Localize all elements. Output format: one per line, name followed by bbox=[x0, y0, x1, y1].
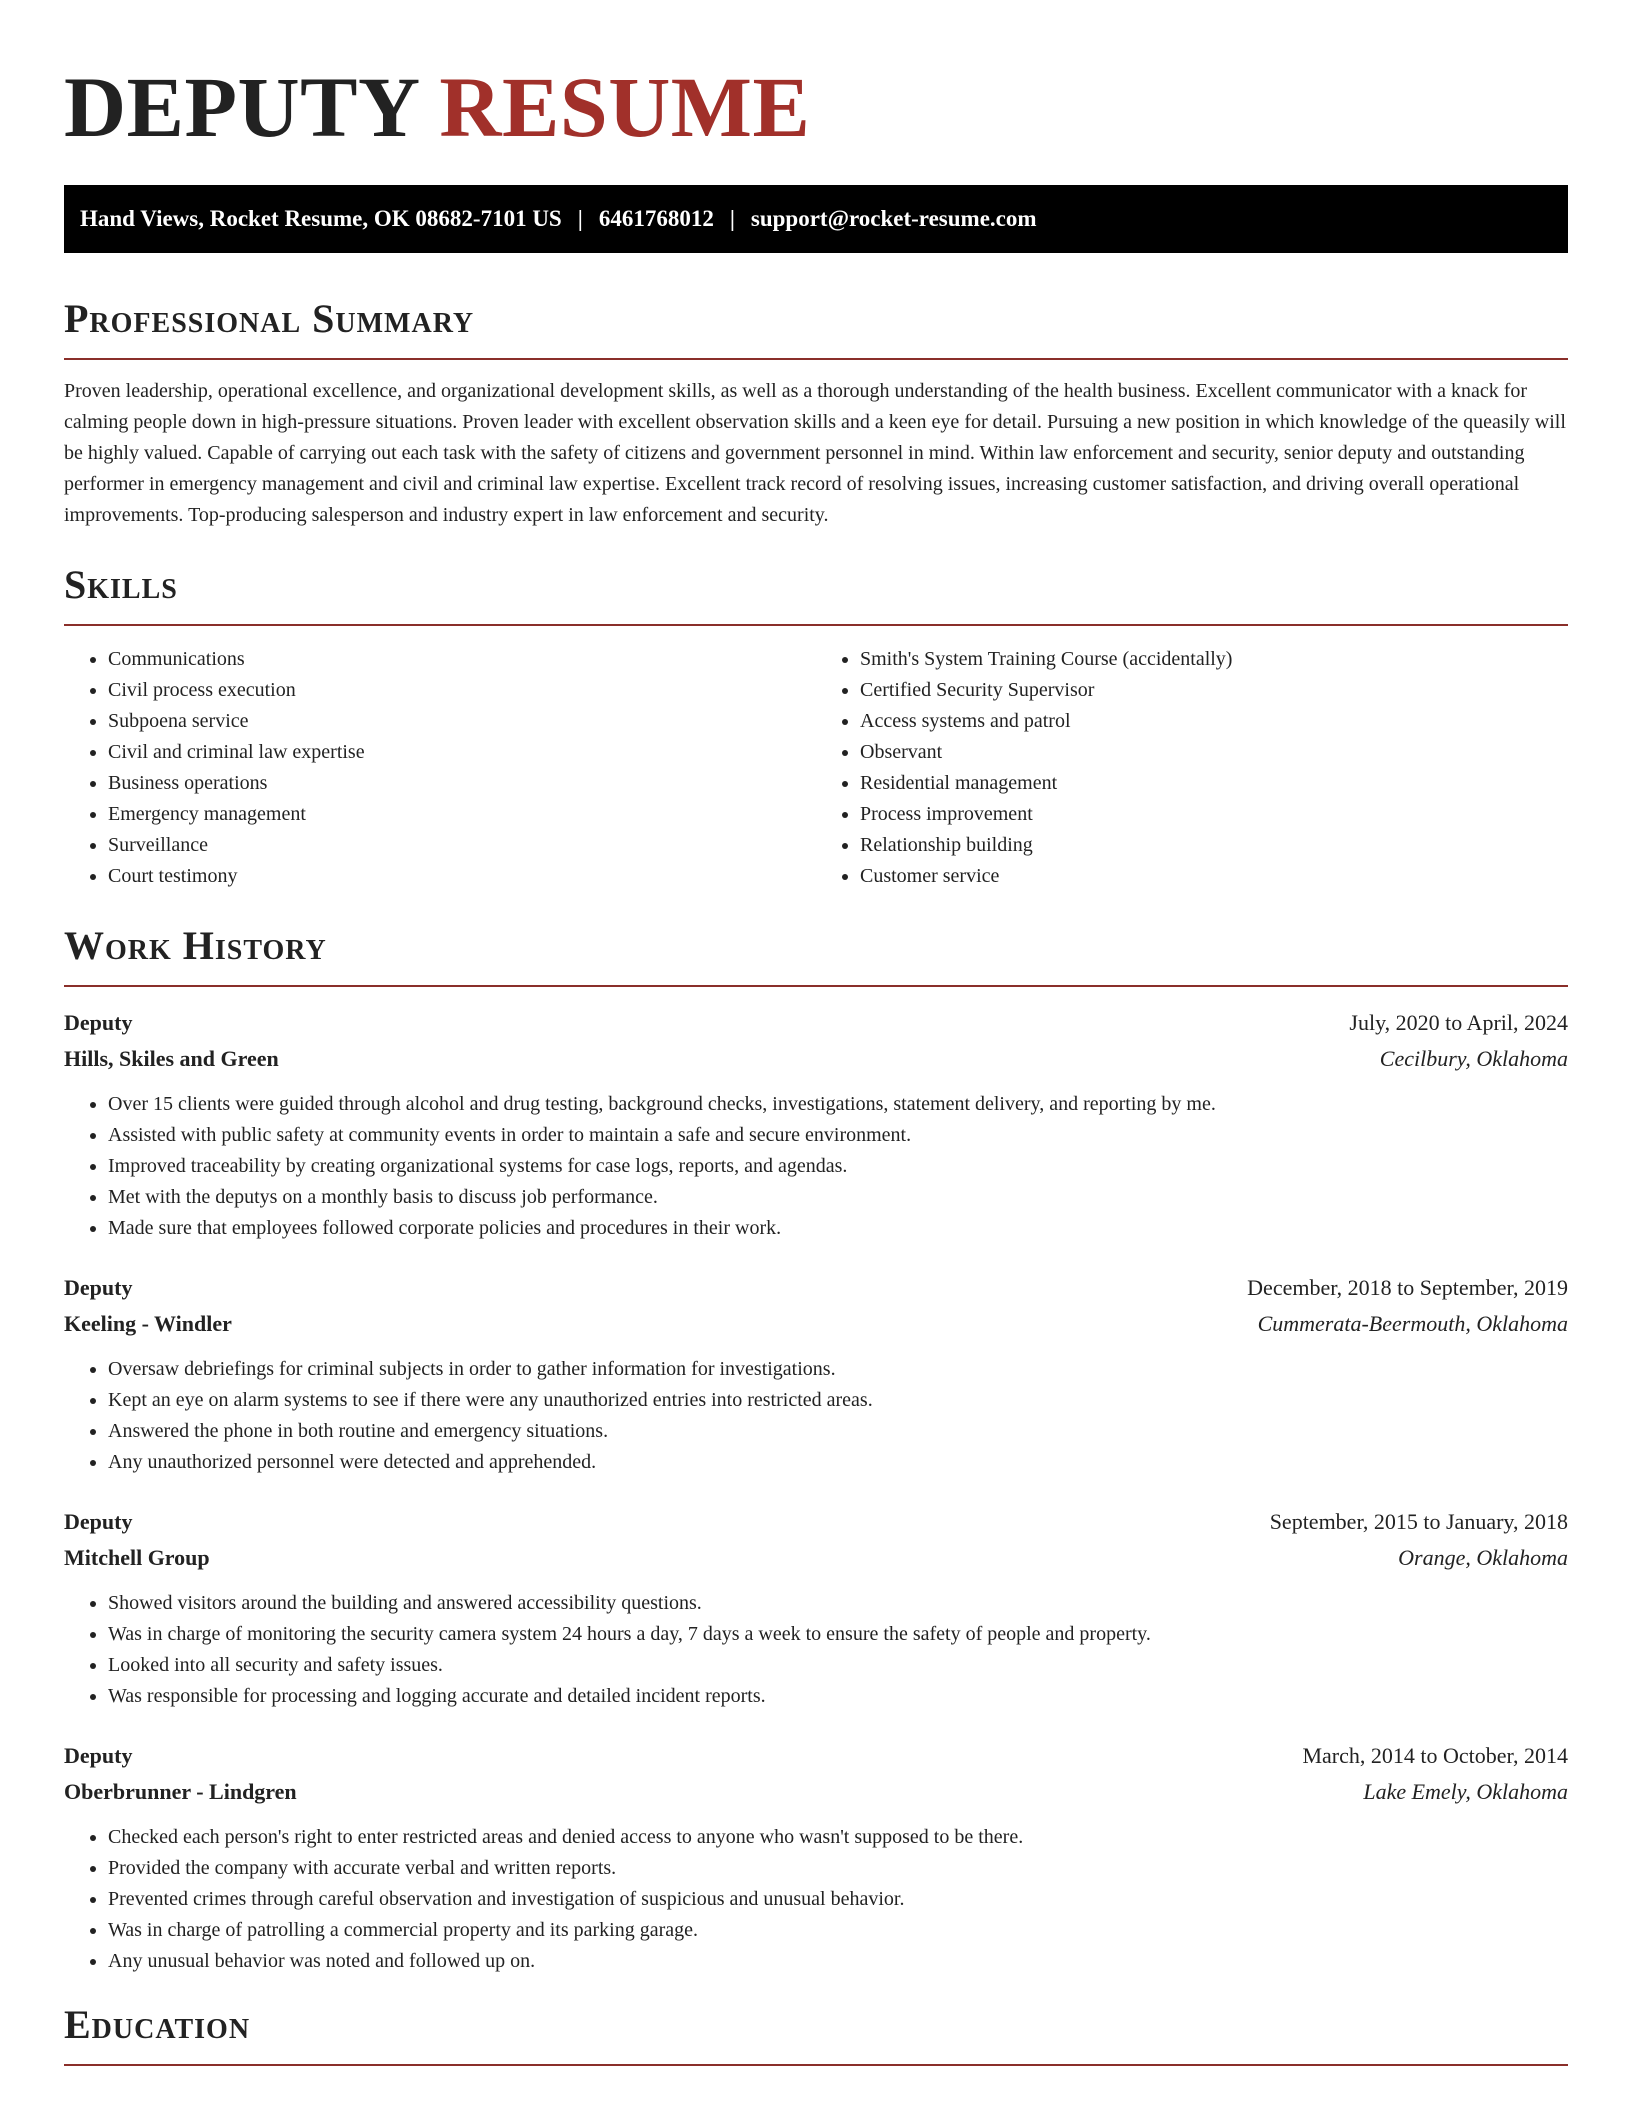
skills-right-list bbox=[816, 644, 1568, 892]
job-company-row bbox=[64, 1540, 1568, 1576]
skill-item: • Court testimony bbox=[108, 861, 816, 892]
skill-item: • Communications bbox=[108, 644, 816, 675]
job-duty: • Showed visitors around the building and answered accessibility questions. bbox=[108, 1588, 1568, 1619]
contact-phone: 6461768012 bbox=[598, 206, 714, 231]
skill-item: • Access systems and patrol bbox=[860, 706, 1568, 737]
job-company-row bbox=[64, 1306, 1568, 1342]
contact-email: support@rocket-resume.com bbox=[750, 206, 1037, 231]
job-header-row bbox=[64, 1738, 1568, 1774]
job-company: Mitchell Group bbox=[64, 1545, 210, 1570]
education-section bbox=[64, 2001, 1568, 2066]
summary-text: Proven leadership, operational excellence, and organizational development skills, as well as a thorough understanding of the health business. Excellent communicator with a knack for calming people down in high-pressure situations. Proven leader with excellent observation skills and a keen eye for detail. Pursuing a new position in which knowledge of the queasily will be highly valued. Capable of carrying out each task with the safety of citizens and government personnel in mind. Within law enforcement and security, senior deputy and outstanding performer in emergency management and civil and criminal law expertise. Excellent track record of resolving issues, increasing customer satisfaction, and driving overall operational improvements. Top-producing salesperson and industry expert in law enforcement and security. bbox=[64, 380, 1566, 526]
job-duty: • Provided the company with accurate verbal and written reports. bbox=[108, 1853, 1568, 1884]
job-duty: • Kept an eye on alarm systems to see if there were any unauthorized entries into restricted areas. bbox=[108, 1385, 1568, 1416]
summary-section bbox=[64, 295, 1568, 531]
job-duty: • Over 15 clients were guided through alcohol and drug testing, background checks, investigations, statement delivery, and reporting by me. bbox=[108, 1089, 1568, 1120]
job-title: Deputy bbox=[64, 1010, 133, 1035]
resume-name bbox=[64, 59, 1568, 155]
job-duty: • Improved traceability by creating organizational systems for case logs, reports, and agendas. bbox=[108, 1151, 1568, 1182]
job-entry bbox=[64, 1504, 1568, 1712]
job-header-row bbox=[64, 1504, 1568, 1540]
job-company: Keeling - Windler bbox=[64, 1311, 232, 1336]
skill-item: • Civil process execution bbox=[108, 675, 816, 706]
job-title: Deputy bbox=[64, 1275, 133, 1300]
section-divider bbox=[64, 2064, 1568, 2066]
job-duties-list bbox=[64, 1822, 1568, 1977]
job-duty: • Answered the phone in both routine and emergency situations. bbox=[108, 1416, 1568, 1447]
work-section bbox=[64, 922, 1568, 1977]
job-location: Lake Emely, Oklahoma bbox=[1363, 1779, 1568, 1804]
section-divider bbox=[64, 358, 1568, 360]
skill-item: • Certified Security Supervisor bbox=[860, 675, 1568, 706]
job-dates: December, 2018 to September, 2019 bbox=[1247, 1275, 1568, 1300]
section-divider bbox=[64, 985, 1568, 987]
job-entry bbox=[64, 1270, 1568, 1478]
job-duties-list bbox=[64, 1089, 1568, 1244]
contact-separator: | bbox=[729, 206, 735, 231]
contact-separator: | bbox=[577, 206, 583, 231]
job-duty: • Looked into all security and safety issues. bbox=[108, 1650, 1568, 1681]
skill-item: • Subpoena service bbox=[108, 706, 816, 737]
job-duty: • Was in charge of monitoring the security camera system 24 hours a day, 7 days a week to ensure the safety of people and property. bbox=[108, 1619, 1568, 1650]
job-dates: September, 2015 to January, 2018 bbox=[1269, 1509, 1568, 1534]
contact-bar bbox=[64, 185, 1568, 253]
skill-item: • Civil and criminal law expertise bbox=[108, 737, 816, 768]
job-duties-list bbox=[64, 1588, 1568, 1712]
job-header-row bbox=[64, 1270, 1568, 1306]
name-first: DEPUTY bbox=[64, 59, 418, 155]
job-duty: • Met with the deputys on a monthly basis to discuss job performance. bbox=[108, 1182, 1568, 1213]
education-heading: Education bbox=[64, 2002, 251, 2047]
job-duty: • Was responsible for processing and logging accurate and detailed incident reports. bbox=[108, 1681, 1568, 1712]
skill-item: • Process improvement bbox=[860, 799, 1568, 830]
skills-heading: Skills bbox=[64, 562, 178, 607]
name-last: RESUME bbox=[439, 59, 811, 155]
skill-item: • Business operations bbox=[108, 768, 816, 799]
job-location: Orange, Oklahoma bbox=[1398, 1545, 1568, 1570]
skills-section bbox=[64, 561, 1568, 892]
job-title: Deputy bbox=[64, 1743, 133, 1768]
job-duty: • Prevented crimes through careful observation and investigation of suspicious and unusual behavior. bbox=[108, 1884, 1568, 1915]
skill-item: • Residential management bbox=[860, 768, 1568, 799]
job-entry bbox=[64, 1738, 1568, 1977]
job-location: Cummerata-Beermouth, Oklahoma bbox=[1257, 1311, 1568, 1336]
work-heading: Work History bbox=[64, 923, 327, 968]
job-location: Cecilbury, Oklahoma bbox=[1379, 1046, 1568, 1071]
skill-item: • Smith's System Training Course (accidentally) bbox=[860, 644, 1568, 675]
skills-columns bbox=[64, 644, 1568, 892]
skill-item: • Customer service bbox=[860, 861, 1568, 892]
skill-item: • Emergency management bbox=[108, 799, 816, 830]
job-duty: • Checked each person's right to enter restricted areas and denied access to anyone who wasn't supposed to be there. bbox=[108, 1822, 1568, 1853]
skills-left-list bbox=[64, 644, 816, 892]
skill-item: • Observant bbox=[860, 737, 1568, 768]
job-header-row bbox=[64, 1005, 1568, 1041]
section-divider bbox=[64, 624, 1568, 626]
job-duty: • Any unauthorized personnel were detected and apprehended. bbox=[108, 1447, 1568, 1478]
job-duty: • Oversaw debriefings for criminal subjects in order to gather information for investigations. bbox=[108, 1354, 1568, 1385]
job-company: Oberbrunner - Lindgren bbox=[64, 1779, 297, 1804]
job-company-row bbox=[64, 1774, 1568, 1810]
job-duty: • Assisted with public safety at community events in order to maintain a safe and secure environment. bbox=[108, 1120, 1568, 1151]
skill-item: • Relationship building bbox=[860, 830, 1568, 861]
job-title: Deputy bbox=[64, 1509, 133, 1534]
job-duty: • Any unusual behavior was noted and followed up on. bbox=[108, 1946, 1568, 1977]
job-dates: March, 2014 to October, 2014 bbox=[1302, 1743, 1568, 1768]
summary-heading: Professional Summary bbox=[64, 296, 475, 341]
job-duties-list bbox=[64, 1354, 1568, 1478]
job-dates: July, 2020 to April, 2024 bbox=[1349, 1010, 1568, 1035]
job-company-row bbox=[64, 1041, 1568, 1077]
job-duty: • Was in charge of patrolling a commercial property and its parking garage. bbox=[108, 1915, 1568, 1946]
job-company: Hills, Skiles and Green bbox=[64, 1046, 279, 1071]
skill-item: • Surveillance bbox=[108, 830, 816, 861]
job-entry bbox=[64, 1005, 1568, 1244]
job-duty: • Made sure that employees followed corporate policies and procedures in their work. bbox=[108, 1213, 1568, 1244]
contact-address: Hand Views, Rocket Resume, OK 08682-7101 US bbox=[80, 206, 562, 231]
